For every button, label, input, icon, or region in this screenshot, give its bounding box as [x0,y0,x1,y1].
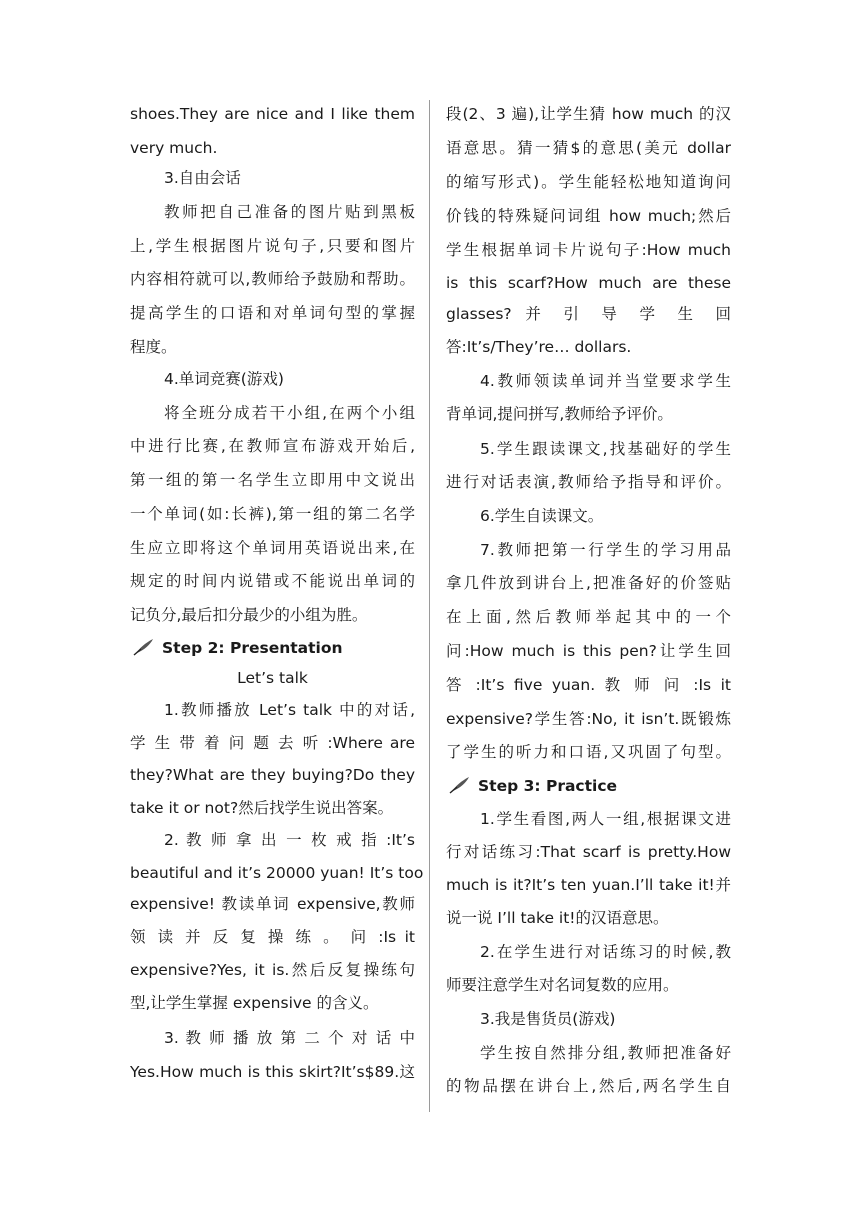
text-line: 第一组的第一名学生立即用中文说出 [130,471,415,489]
text-line: 语意思。猜一猜$的意思(美元 dollar [446,139,731,157]
text-line: 师要注意学生对名词复数的应用。 [446,976,679,994]
text-line: 4.教师领读单词并当堂要求学生 [480,372,731,390]
text-line: 3.自由会话 [164,169,241,187]
text-line: 1.教师播放 Let’s talk 中的对话, [164,701,415,719]
text-line: 内容相符就可以,教师给予鼓励和帮助。 [130,270,415,288]
text-line: 的缩写形式)。学生能轻松地知道询问 [446,173,731,191]
text-line: 程度。 [130,338,177,356]
column-divider [429,100,430,1112]
text-line: shoes.They are nice and I like them [130,105,415,123]
text-line: 学生根据单词卡片说句子:How much [446,241,731,259]
text-line: 问:How much is this pen?让学生回 [446,642,731,660]
text-line: 学 生 带 着 问 题 去 听 :Where are [130,734,415,752]
text-line: 一个单词(如:长裤),第一组的第二名学 [130,505,415,523]
section-heading [446,769,731,803]
quill-icon [448,776,470,794]
text-line: expensive! 教读单词 expensive,教师 [130,895,415,913]
section-heading-text: Step 3: Practice [478,777,618,795]
text-line: 教师把自己准备的图片贴到黑板 [164,203,415,221]
text-line: 拿几件放到讲台上,把准备好的价签贴 [446,574,731,592]
text-line: take it or not?然后找学生说出答案。 [130,799,394,817]
text-line: is this scarf?How much are these [446,274,731,292]
text-line: 将全班分成若干小组,在两个小组 [164,404,415,422]
text-line: 的物品摆在讲台上,然后,两名学生自 [446,1077,731,1095]
section-heading [130,631,415,665]
text-line: Yes.How much is this skirt?It’s$89.这 [130,1063,415,1081]
text-line: they?What are they buying?Do they [130,766,415,784]
text-line: expensive?学生答:No, it isn’t.既锻炼 [446,710,731,728]
text-line: 3.我是售货员(游戏) [480,1010,616,1028]
text-line: beautiful and it’s 20000 yuan! It’s too [130,864,424,882]
text-line: 在上面,然后教师举起其中的一个 [446,608,731,626]
text-line: 型,让学生掌握 expensive 的含义。 [130,994,379,1012]
text-line: 说一说 I’ll take it!的汉语意思。 [446,909,669,927]
text-line: 进行对话表演,教师给予指导和评价。 [446,473,731,491]
text-line: 记负分,最后扣分最少的小组为胜。 [130,606,368,624]
text-line: 4.单词竞赛(游戏) [164,370,284,388]
text-line: 段(2、3 遍),让学生猜 how much 的汉 [446,105,731,123]
text-line: 2.在学生进行对话练习的时候,教 [480,943,731,961]
text-line: 提高学生的口语和对单词句型的掌握 [130,304,415,322]
text-line: 了学生的听力和口语,又巩固了句型。 [446,743,731,761]
text-line: 生应立即将这个单词用英语说出来,在 [130,539,415,557]
text-line: very much. [130,139,218,157]
text-line: much is it?It’s ten yuan.I’ll take it!并 [446,876,731,894]
text-line: 行对话练习:That scarf is pretty.How [446,843,731,861]
text-line: 1.学生看图,两人一组,根据课文进 [480,810,731,828]
text-line: glasses? 并 引 导 学 生 回 [446,305,731,323]
text-line: 上,学生根据图片说句子,只要和图片 [130,237,415,255]
text-line: expensive?Yes, it is.然后反复操练句 [130,961,415,979]
text-line: 2. 教 师 拿 出 一 枚 戒 指 :It’s [164,831,415,849]
text-line: 7.教师把第一行学生的学习用品 [480,541,731,559]
quill-icon [132,638,154,656]
text-line: 规定的时间内说错或不能说出单词的 [130,572,415,590]
text-line: 背单词,提问拼写,教师给予评价。 [446,405,673,423]
text-line: 领 读 并 反 复 操 练 。 问 :Is it [130,928,415,946]
text-line: 5.学生跟读课文,找基础好的学生 [480,440,731,458]
text-line: 3. 教 师 播 放 第 二 个 对 话 中 [164,1029,415,1047]
text-line: 中进行比赛,在教师宣布游戏开始后, [130,437,415,455]
text-line: 答:It’s/They’re… dollars. [446,338,632,356]
text-line: 学生按自然排分组,教师把准备好 [480,1044,731,1062]
text-line: 答 :It’s five yuan. 教 师 问 :Is it [446,676,731,694]
text-line: 价钱的特殊疑问词组 how much;然后 [446,207,731,225]
section-heading-text: Step 2: Presentation [162,639,343,657]
subheading: Let’s talk [237,669,308,687]
text-line: 6.学生自读课文。 [480,507,604,525]
